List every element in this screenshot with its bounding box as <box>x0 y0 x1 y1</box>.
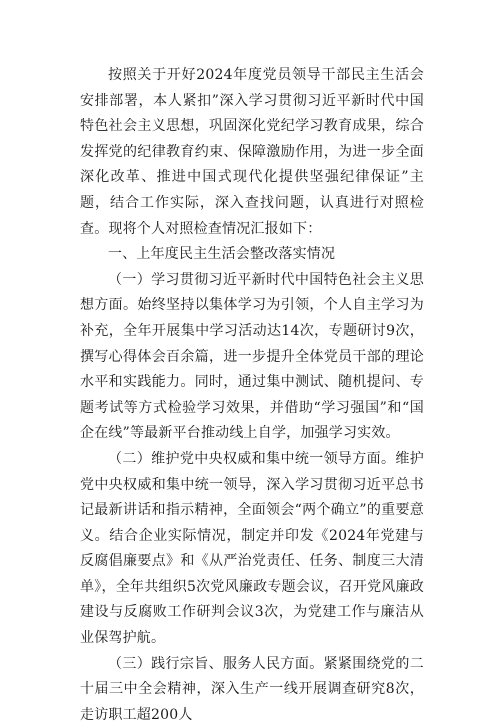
paragraph-service: （三）践行宗旨、服务人民方面。紧紧围绕党的二十届三中全会精神，深入生产一线开展调查研究8次，走访职工超200人 <box>80 655 424 723</box>
paragraph-authority: （二）维护党中央权威和集中统一领导方面。维护党中央权威和集中统一领导，深入学习贯彻习近平总书记最新讲话和指示精神，全面领会“两个确立”的重要意义。结合企业实际情况，制定并印发《2024年党建与反腐倡廉要点》和《从严治党责任、任务、制度三大清单》，全年共组织5次党风廉政专题会议，召开党风廉政建设与反腐败工作研判会议3次，为党建工作与廉洁从业保驾护航。 <box>80 450 424 647</box>
document-body <box>80 63 424 728</box>
paragraph-study: （一）学习贯彻习近平新时代中国特色社会主义思想方面。始终坚持以集体学习为引领，个人自主学习为补充，全年开展集中学习活动达14次，专题研讨9次，撰写心得体会百余篇，进一步提升全体党员干部的理论水平和实践能力。同时，通过集中测试、随机提问、专题考试等方式检验学习效果，并借助“学习强国”和“国企在线”等最新平台推动线上自学，加强学习实效。 <box>80 271 424 442</box>
intro-paragraph: 按照关于开好2024年度党员领导干部民主生活会安排部署，本人紧扣”深入学习贯彻习近平新时代中国特色社会主义思想，巩固深化党纪学习教育成果，综合发挥党的纪律教育约束、保障激励作用，为进一步全面深化改革、推进中国式现代化提供坚强纪律保证”主题，结合工作实际，深入查找问题，认真进行对照检查。现将个人对照检查情况汇报如下： <box>80 67 424 237</box>
section-heading: 一、上年度民主生活会整改落实情况 <box>108 246 336 263</box>
